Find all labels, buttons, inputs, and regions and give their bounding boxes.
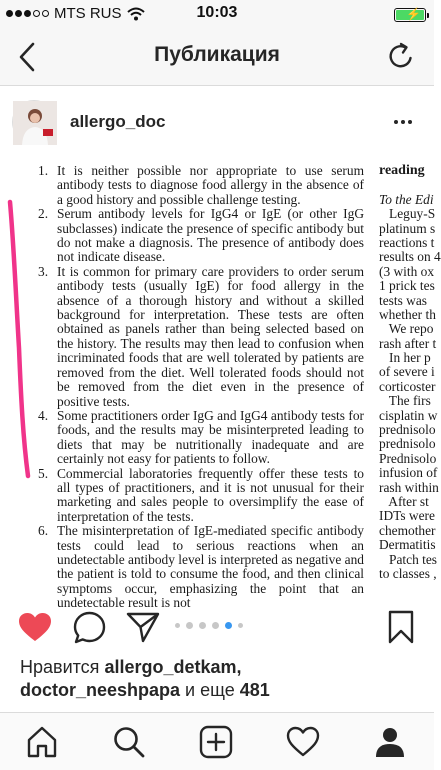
side-column-line: of severe i: [379, 364, 435, 380]
article-side-column: [379, 164, 439, 581]
article-list-item: [38, 467, 364, 525]
post-image[interactable]: [0, 158, 441, 611]
likes-prefix: Нравится: [20, 657, 105, 677]
list-item-number: 6.: [38, 523, 49, 539]
article-main-column: [38, 164, 364, 611]
list-item-number: 4.: [38, 407, 49, 423]
carousel-dot-active: [225, 622, 232, 629]
list-item-text: Serum antibody levels for IgG4 or IgE (or other IgG subclasses) indicate the presence of specific antibody but do not make a diagnosis. The presence of antibody does not indicate disease.: [57, 206, 364, 265]
navigation-bar: [0, 28, 434, 86]
side-column-line: cisplatin w: [379, 407, 438, 423]
side-column-line: IDTs were: [379, 508, 435, 524]
article-list-item: [38, 409, 364, 467]
list-item-number: 3.: [38, 263, 49, 279]
carousel-indicator: [175, 622, 243, 629]
status-bar: [0, 0, 434, 28]
comment-icon[interactable]: [73, 611, 106, 644]
likes-count[interactable]: 481: [239, 680, 270, 700]
likes-separator: ,: [236, 657, 242, 677]
list-item-number: 5.: [38, 465, 49, 481]
side-column-line: tests was: [379, 292, 427, 308]
carousel-dot: [175, 623, 180, 628]
side-column-line: infusion of: [379, 465, 438, 481]
side-column-line: whether th: [379, 306, 436, 322]
liker-link[interactable]: allergo_detkam: [104, 657, 237, 677]
carousel-dot: [186, 622, 193, 629]
post-username[interactable]: allergo_doc: [70, 112, 166, 131]
page-title: Публикация: [154, 43, 280, 66]
side-column-line: platinum s: [379, 220, 436, 236]
side-column-line: In her p: [379, 350, 431, 366]
carousel-dot: [199, 622, 206, 629]
refresh-icon[interactable]: [386, 41, 416, 71]
search-icon[interactable]: [112, 725, 146, 759]
list-item-number: 2.: [38, 206, 49, 222]
side-column-line: To the Edi: [379, 191, 434, 207]
heart-icon[interactable]: [18, 612, 52, 642]
share-icon[interactable]: [126, 611, 160, 644]
carousel-dot: [238, 623, 243, 628]
side-column-line: prednisolo: [379, 422, 436, 438]
list-item-text: Some practitioners order IgG and IgG4 antibody tests for foods, and the results may be misinterpreted leading to diets that may be nutritionally inadequate and are certainly not easy for patients to follow.: [57, 407, 364, 467]
more-options-icon[interactable]: [394, 120, 412, 124]
side-column-line: reactions t: [379, 234, 435, 250]
avatar-photo: [13, 101, 57, 145]
side-column-line: results on 4: [379, 249, 441, 265]
side-column-line: rash after t: [379, 335, 437, 351]
side-column-line: Prednisolo: [379, 450, 437, 466]
avatar[interactable]: [12, 100, 56, 144]
side-column-line: chemother: [379, 522, 436, 538]
side-column-line: reading: [379, 163, 425, 178]
liker-link[interactable]: doctor_neeshpapa: [20, 680, 181, 700]
list-item-text: Commercial laboratories frequently offer these tests to all types of practitioners, and it is not unusual for their marketing and sales people to oversimplify the ease of interpretation of the tests.: [57, 465, 364, 524]
side-column-line: Leguy-S: [379, 206, 436, 222]
carrier-name: MTS RUS: [54, 5, 122, 22]
side-column-line: The firs: [379, 393, 431, 409]
side-column-line: rash within: [379, 479, 439, 495]
side-column-line: [379, 178, 439, 192]
side-column-line: (3 with ox: [379, 263, 435, 279]
list-item-text: It is neither possible nor appropriate to use serum antibody tests to diagnose food allergy in the absence of a good history and possible challenge testing.: [57, 163, 364, 207]
side-column-line: prednisolo: [379, 436, 436, 452]
bookmark-icon[interactable]: [388, 610, 414, 644]
highlighter-mark: [0, 158, 50, 488]
post-header: [0, 86, 434, 158]
battery-icon: ⚡: [394, 8, 426, 22]
home-icon[interactable]: [25, 725, 59, 759]
profile-icon[interactable]: [373, 725, 407, 759]
side-column-line: Patch tes: [379, 551, 438, 567]
side-column-line: corticoster: [379, 378, 436, 394]
tab-bar: [0, 712, 434, 770]
carousel-dot: [212, 622, 219, 629]
side-column-line: 1 prick tes: [379, 278, 435, 294]
status-time: 10:03: [196, 4, 238, 21]
activity-heart-icon[interactable]: [286, 725, 320, 759]
side-column-line: Dermatitis: [379, 537, 436, 553]
article-list-item: [38, 164, 364, 207]
list-item-number: 1.: [38, 163, 49, 178]
list-item-text: The misinterpretation of IgE-mediated specific antibody tests could lead to serious reactions when an undetectable antibody level is interpreted as negative and the patient is told to consume the food, and then clinical symptoms occur, emphasizing the point that an undetectable result is not: [57, 523, 364, 611]
likes-middle: и еще: [180, 680, 240, 700]
add-post-icon[interactable]: [199, 725, 233, 759]
side-column-line: to classes ,: [379, 565, 437, 581]
article-list-item: [38, 207, 364, 265]
likes-summary: [20, 656, 420, 702]
side-column-line: We repo: [379, 321, 434, 337]
article-list-item: [38, 265, 364, 409]
post-actions: [0, 594, 434, 654]
list-item-text: It is common for primary care providers to order serum antibody tests (usually IgE) for food allergy in the absence of a thorough history and without a skilled background for interpretation. These tests are often obtained as panels rather than being selected based on the history. The results may then lead to confusion when incriminated foods that are well tolerated by patients are removed from the diet. Well tolerated foods should not be removed from the diet even in the presence of positive tests.: [57, 263, 364, 409]
article-scan: [0, 158, 441, 611]
side-column-line: After st: [379, 493, 429, 509]
